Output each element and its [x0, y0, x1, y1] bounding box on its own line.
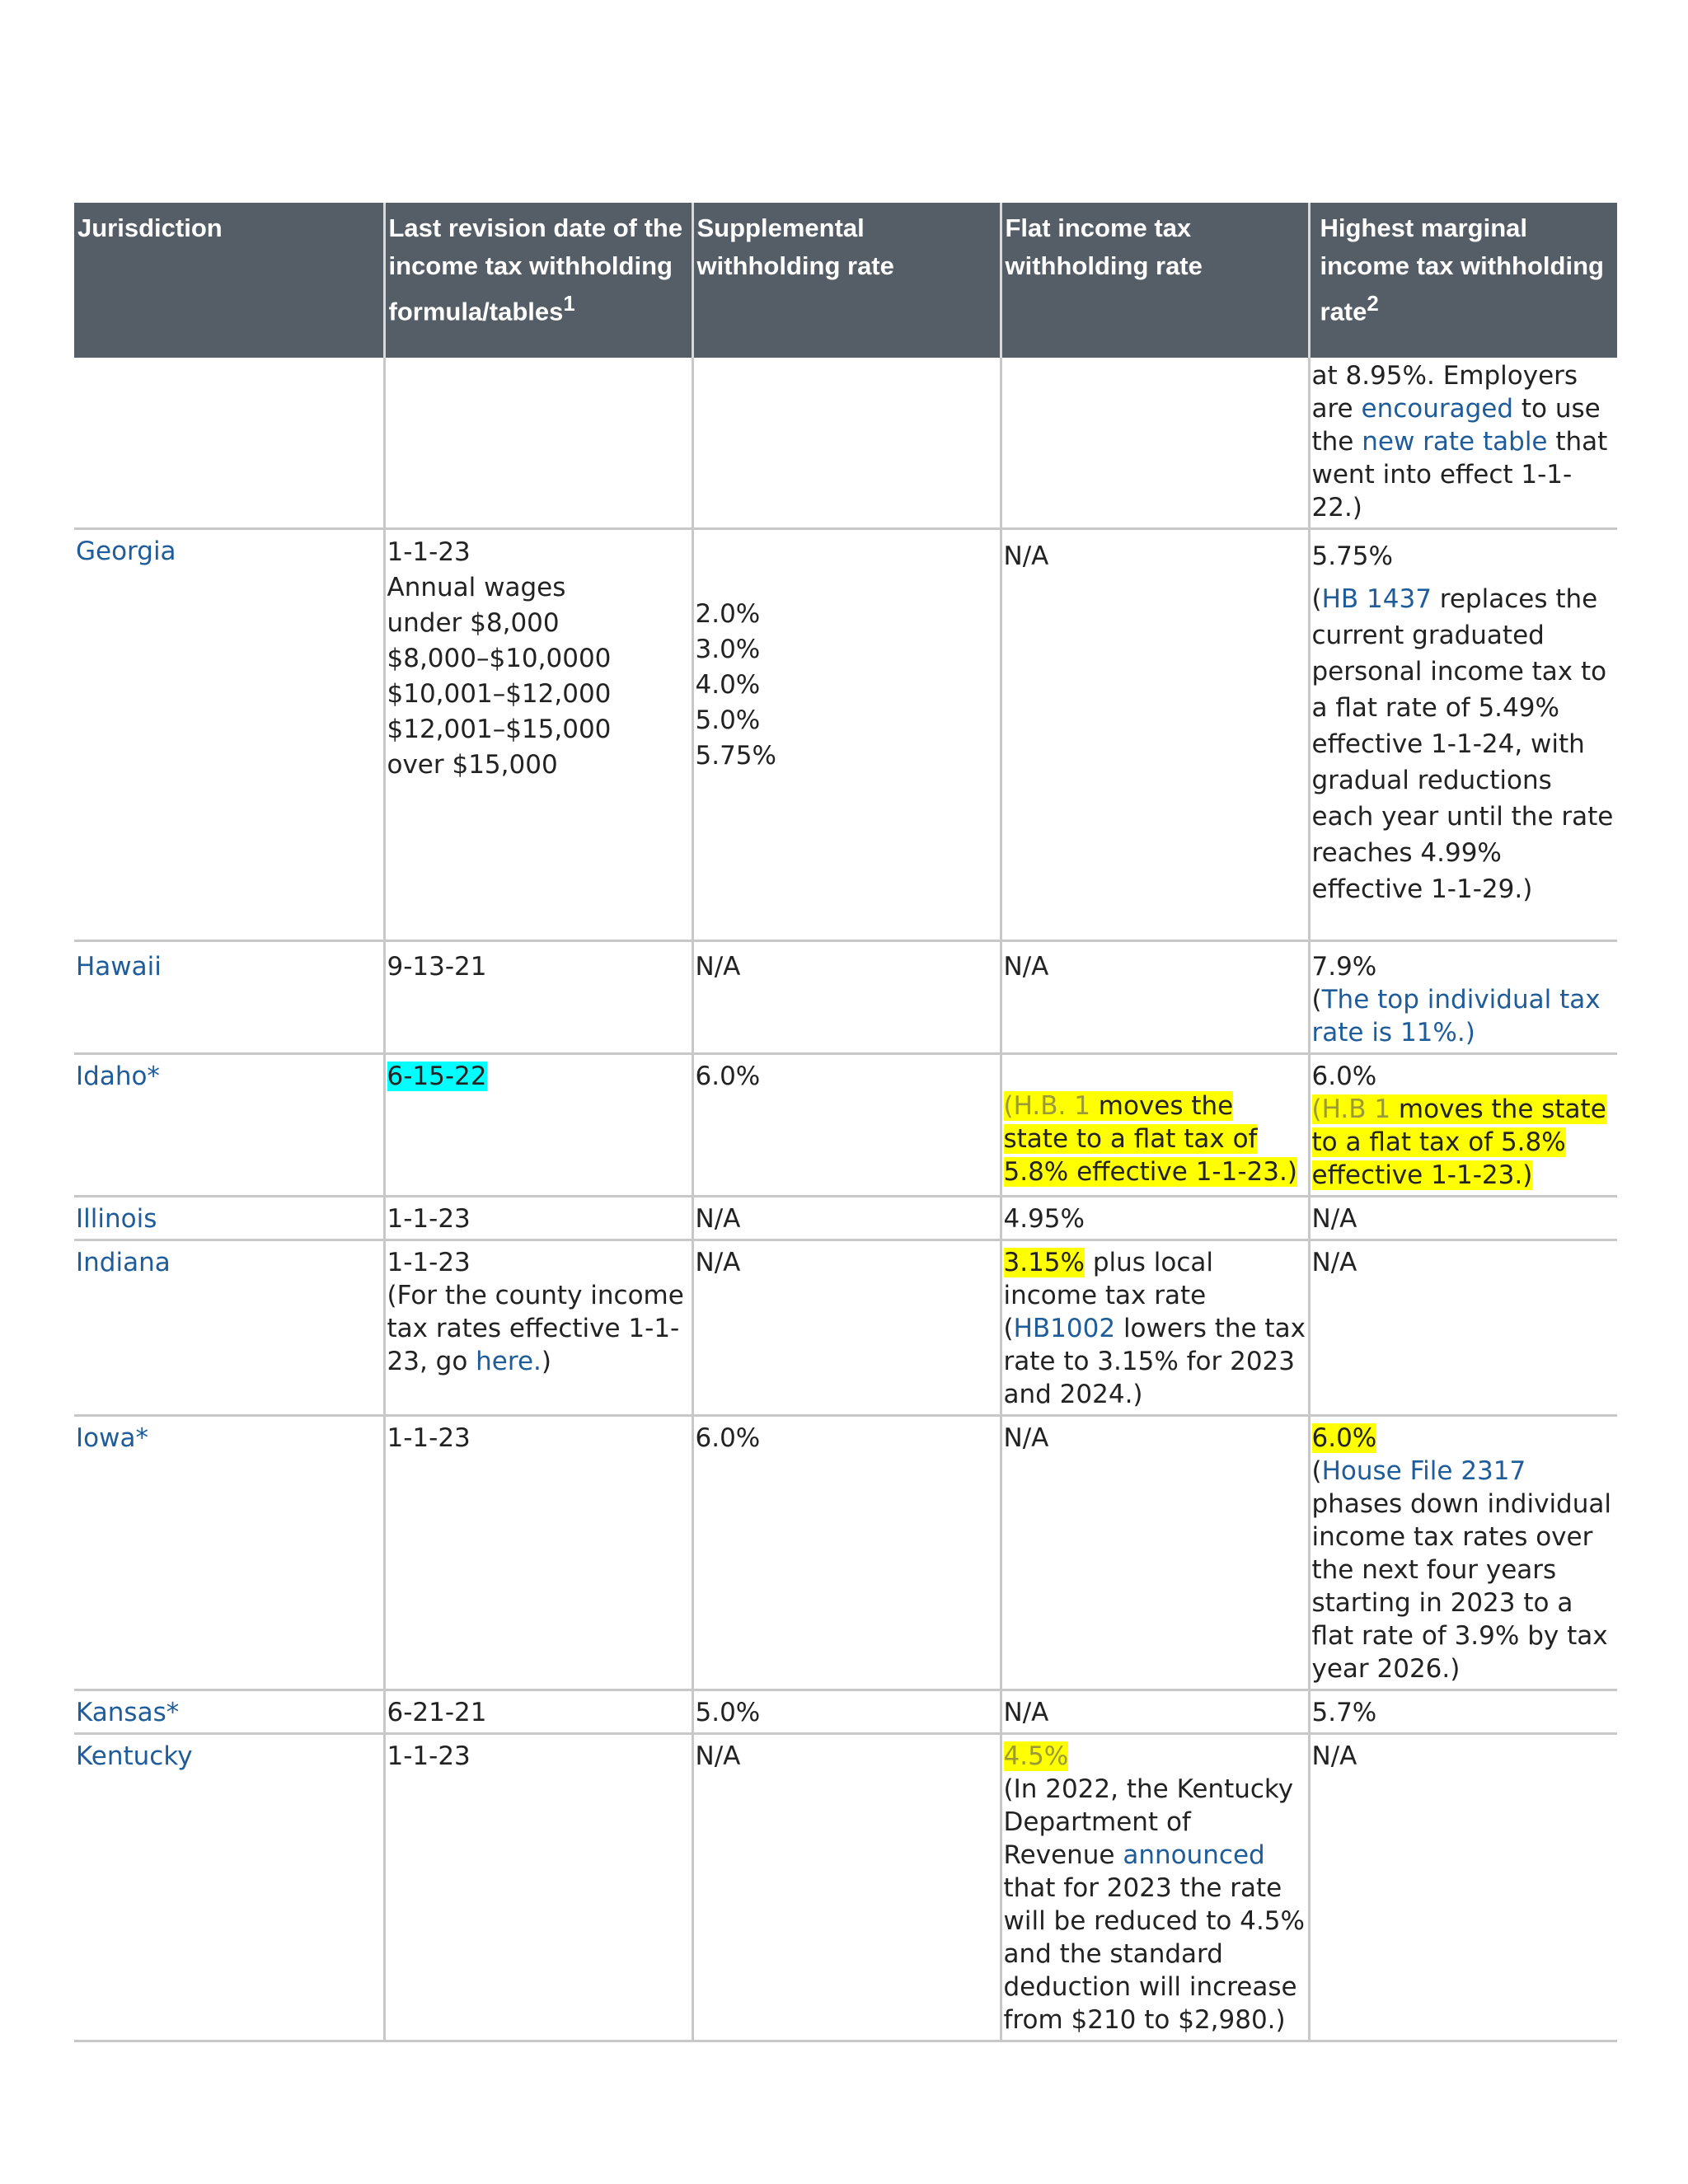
- georgia-highest: 5.75% (HB 1437 replaces the current graduated personal income tax to a flat rate of 5.49% effective 1-1-24, with gradual reductions each year until the rate reaches 4.99% effective 1-1-29.): [1309, 529, 1617, 941]
- footnote-1: 1: [563, 293, 575, 316]
- hb-1437-link[interactable]: HB 1437: [1321, 584, 1432, 614]
- georgia-flat: N/A: [1001, 529, 1309, 941]
- table-row-idaho: Idaho* 6-15-22 6.0% (H.B. 1 moves the state to a flat tax of 5.8% effective 1-1-23.) 6.0% (H.B 1 moves the state to a flat tax of 5.8% effective 1-1-23.): [74, 1054, 1617, 1197]
- table-row-georgia: [74, 529, 1617, 941]
- new-rate-table-link[interactable]: new rate table: [1362, 427, 1548, 457]
- house-file-2317-link[interactable]: House File 2317: [1321, 1456, 1526, 1486]
- encouraged-link[interactable]: encouraged: [1361, 394, 1514, 424]
- indiana-link[interactable]: Indiana: [76, 1248, 171, 1277]
- kentucky-flat: 4.5% (In 2022, the Kentucky Department of Revenue announced that for 2023 the rate will be reduced to 4.5% and the standard deduction will increase from $210 to $2,980.): [1001, 1734, 1309, 2041]
- kansas-link[interactable]: Kansas*: [76, 1698, 180, 1727]
- idaho-revision: 6-15-22: [387, 1062, 487, 1091]
- illinois-link[interactable]: Illinois: [76, 1204, 157, 1234]
- col-header-supplemental: Supplemental withholding rate: [692, 203, 1001, 358]
- indiana-revision: 1-1-23 (For the county income tax rates effective 1-1-23, go here.): [384, 1240, 692, 1416]
- table-row-continued: [74, 358, 1617, 529]
- hb1002-link[interactable]: HB1002: [1013, 1314, 1116, 1343]
- iowa-link[interactable]: Iowa*: [76, 1423, 148, 1453]
- hawaii-link[interactable]: Hawaii: [76, 952, 162, 982]
- hawaii-highest: 7.9% (The top individual tax rate is 11%.): [1309, 941, 1617, 1054]
- col-header-jurisdiction: Jurisdiction: [74, 203, 384, 358]
- idaho-flat: (H.B. 1 moves the state to a flat tax of 5.8% effective 1-1-23.): [1001, 1054, 1309, 1197]
- georgia-revision: 1-1-23 Annual wages under $8,000 $8,000–$10,0000 $10,001–$12,000 $12,001–$15,000 over $15,000: [384, 529, 692, 941]
- table-row-hawaii: Hawaii 9-13-21 N/A N/A 7.9% (The top individual tax rate is 11%.): [74, 941, 1617, 1054]
- kentucky-link[interactable]: Kentucky: [76, 1741, 193, 1771]
- idaho-highest: 6.0% (H.B 1 moves the state to a flat tax of 5.8% effective 1-1-23.): [1309, 1054, 1617, 1197]
- indiana-flat: 3.15% plus local income tax rate (HB1002 lowers the tax rate to 3.15% for 2023 and 2024.): [1001, 1240, 1309, 1416]
- idaho-link[interactable]: Idaho*: [76, 1062, 160, 1091]
- georgia-link[interactable]: Georgia: [76, 537, 176, 566]
- footnote-2: 2: [1367, 293, 1379, 316]
- here-link[interactable]: here.: [476, 1347, 542, 1376]
- col-header-highest: Highest marginal income tax withholding rate$^2$: [1309, 203, 1617, 358]
- announced-link[interactable]: announced: [1123, 1840, 1265, 1870]
- continued-note: at 8.95%. Employers are encouraged to use the new rate table that went into effect 1-1-22.): [1309, 358, 1617, 529]
- top-rate-link[interactable]: The top individual tax rate is 11%.): [1311, 985, 1601, 1047]
- col-header-flat: Flat income tax withholding rate: [1001, 203, 1309, 358]
- table-row-indiana: Indiana 1-1-23 (For the county income tax rates effective 1-1-23, go here.) N/A 3.15% plus local income tax rate (HB1002 lowers the tax rate to 3.15% for 2023 and 2024.) N/A: [74, 1240, 1617, 1416]
- hb1-link[interactable]: H.B. 1: [1013, 1091, 1090, 1121]
- table-row-kansas: Kansas* 6-21-21 5.0% N/A 5.7%: [74, 1690, 1617, 1734]
- withholding-table: [74, 203, 1617, 2042]
- col-header-last-revision: Last revision date of the income tax withholding formula/tables$^1$: [384, 203, 692, 358]
- table-row-illinois: Illinois 1-1-23 N/A 4.95% N/A: [74, 1197, 1617, 1240]
- table-row-iowa: Iowa* 1-1-23 6.0% N/A 6.0% (House File 2317 phases down individual income tax rates over the next four years starting in 2023 to a flat rate of 3.9% by tax year 2026.): [74, 1416, 1617, 1690]
- table-row-kentucky: Kentucky 1-1-23 N/A 4.5% (In 2022, the Kentucky Department of Revenue announced that for 2023 the rate will be reduced to 4.5% and the standard deduction will increase from $210 to $2,980.) N/A: [74, 1734, 1617, 2041]
- hb1-link-2[interactable]: H.B 1: [1321, 1094, 1391, 1124]
- georgia-supplemental: 2.0% 3.0% 4.0% 5.0% 5.75%: [692, 529, 1001, 941]
- header-row: [74, 203, 1617, 358]
- iowa-highest: 6.0% (House File 2317 phases down individual income tax rates over the next four years starting in 2023 to a flat rate of 3.9% by tax year 2026.): [1309, 1416, 1617, 1690]
